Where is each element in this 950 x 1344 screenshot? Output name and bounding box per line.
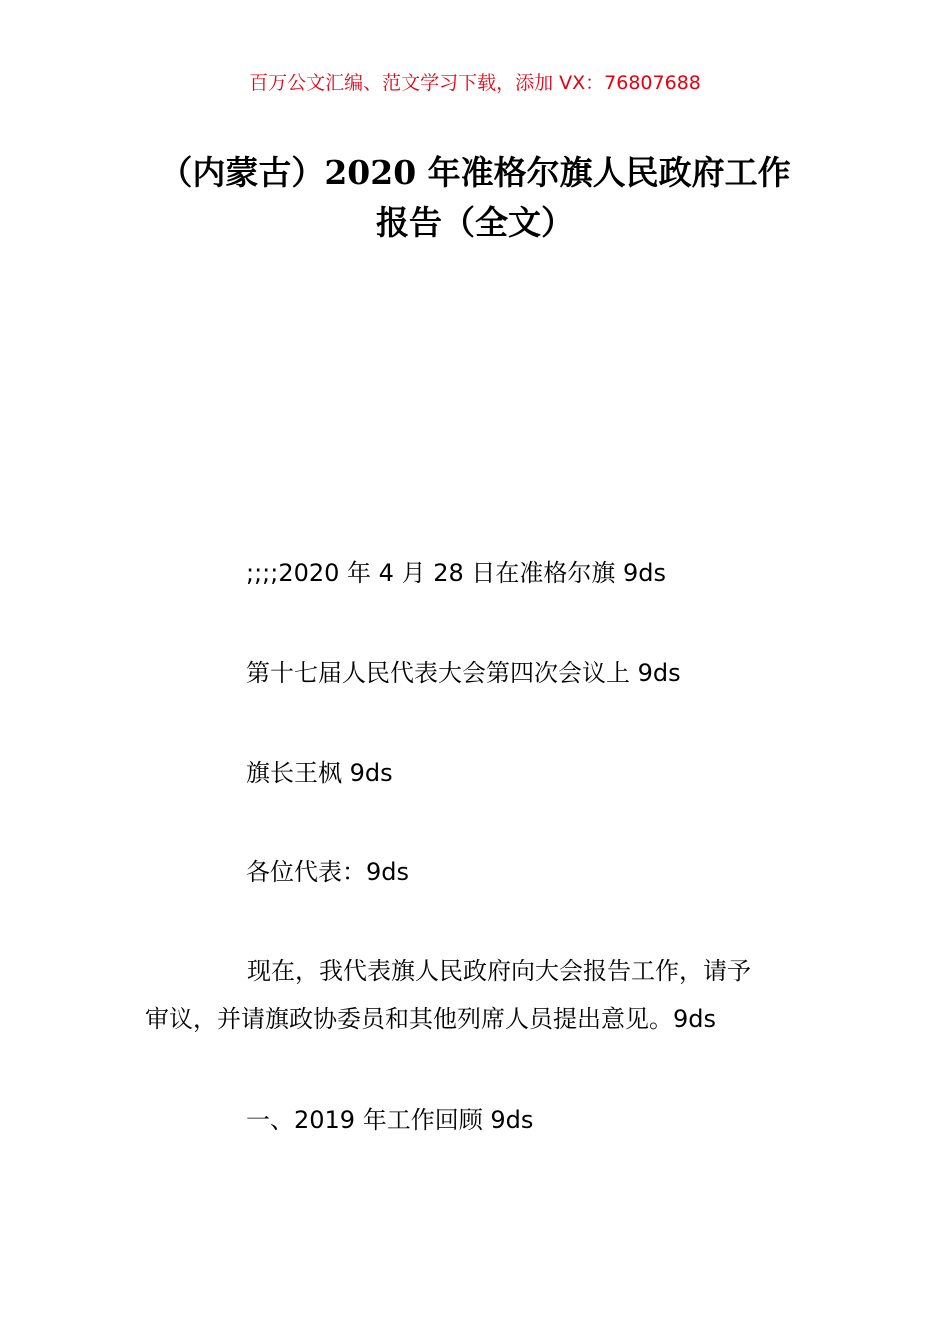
- salutation: 各位代表：9ds: [246, 858, 410, 886]
- title-line-2: 报告（全文）: [376, 203, 574, 242]
- title-line-1: （内蒙古）2020 年准格尔旗人民政府工作: [159, 153, 791, 192]
- document-title: [100, 148, 850, 248]
- intro-line-1: 现在，我代表旗人民政府向大会报告工作，请予: [247, 957, 751, 985]
- meeting-line: 第十七届人民代表大会第四次会议上 9ds: [246, 659, 681, 687]
- intro-paragraph: [145, 947, 815, 1043]
- section-heading: 一、2019 年工作回顾 9ds: [246, 1106, 534, 1134]
- date-line: ;;;;2020 年 4 月 28 日在准格尔旗 9ds: [246, 559, 667, 587]
- intro-line-2: 审议，并请旗政协委员和其他列席人员提出意见。9ds: [145, 1005, 717, 1033]
- speaker-line: 旗长王枫 9ds: [246, 759, 393, 787]
- header-note: 百万公文汇编、范文学习下载，添加 VX：76807688: [249, 72, 701, 94]
